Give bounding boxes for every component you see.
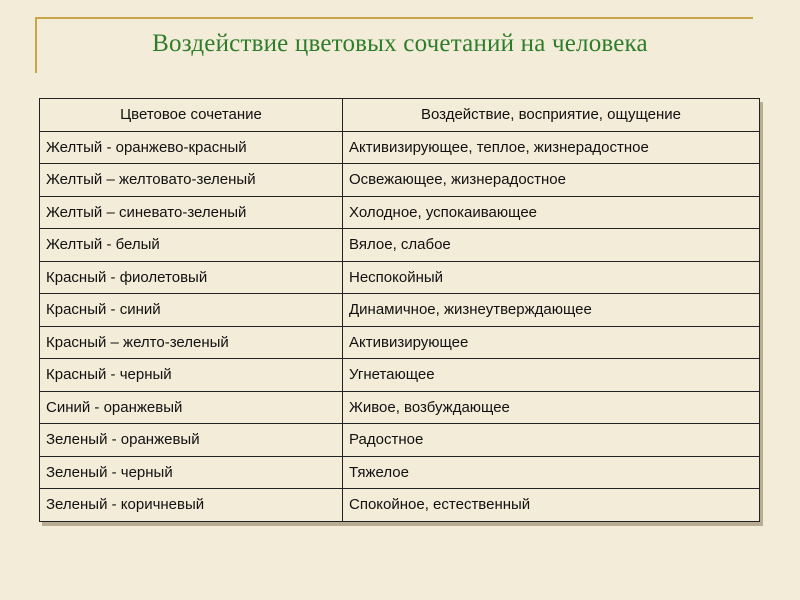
combination-cell: Зеленый - оранжевый bbox=[40, 424, 343, 457]
table-row bbox=[40, 131, 760, 164]
combination-cell: Зеленый - коричневый bbox=[40, 489, 343, 522]
effect-cell: Живое, возбуждающее bbox=[343, 391, 760, 424]
table-row bbox=[40, 326, 760, 359]
table-row bbox=[40, 229, 760, 262]
combination-cell: Желтый - белый bbox=[40, 229, 343, 262]
header-effect: Воздействие, восприятие, ощущение bbox=[343, 99, 760, 132]
table-row bbox=[40, 391, 760, 424]
combination-cell: Желтый - оранжево-красный bbox=[40, 131, 343, 164]
table-row bbox=[40, 424, 760, 457]
combination-cell: Красный - черный bbox=[40, 359, 343, 392]
top-decorative-rule bbox=[36, 17, 753, 19]
table-row bbox=[40, 489, 760, 522]
table-row bbox=[40, 294, 760, 327]
table-row bbox=[40, 359, 760, 392]
effect-cell: Холодное, успокаивающее bbox=[343, 196, 760, 229]
table-row bbox=[40, 196, 760, 229]
combination-cell: Красный - синий bbox=[40, 294, 343, 327]
effect-cell: Освежающее, жизнерадостное bbox=[343, 164, 760, 197]
header-combination: Цветовое сочетание bbox=[40, 99, 343, 132]
table-header-row bbox=[40, 99, 760, 132]
effect-cell: Тяжелое bbox=[343, 456, 760, 489]
combination-cell: Синий - оранжевый bbox=[40, 391, 343, 424]
combination-cell: Красный - фиолетовый bbox=[40, 261, 343, 294]
table-row bbox=[40, 456, 760, 489]
combination-cell: Желтый – синевато-зеленый bbox=[40, 196, 343, 229]
table-row bbox=[40, 261, 760, 294]
color-combinations-table bbox=[39, 98, 760, 522]
table-row bbox=[40, 164, 760, 197]
effect-cell: Вялое, слабое bbox=[343, 229, 760, 262]
effect-cell: Активизирующее, теплое, жизнерадостное bbox=[343, 131, 760, 164]
effect-cell: Динамичное, жизнеутверждающее bbox=[343, 294, 760, 327]
combination-cell: Желтый – желтовато-зеленый bbox=[40, 164, 343, 197]
effect-cell: Спокойное, естественный bbox=[343, 489, 760, 522]
effect-cell: Радостное bbox=[343, 424, 760, 457]
slide-title: Воздействие цветовых сочетаний на человека bbox=[152, 30, 648, 57]
combination-cell: Зеленый - черный bbox=[40, 456, 343, 489]
combination-cell: Красный – желто-зеленый bbox=[40, 326, 343, 359]
effect-cell: Угнетающее bbox=[343, 359, 760, 392]
effect-cell: Неспокойный bbox=[343, 261, 760, 294]
effect-cell: Активизирующее bbox=[343, 326, 760, 359]
